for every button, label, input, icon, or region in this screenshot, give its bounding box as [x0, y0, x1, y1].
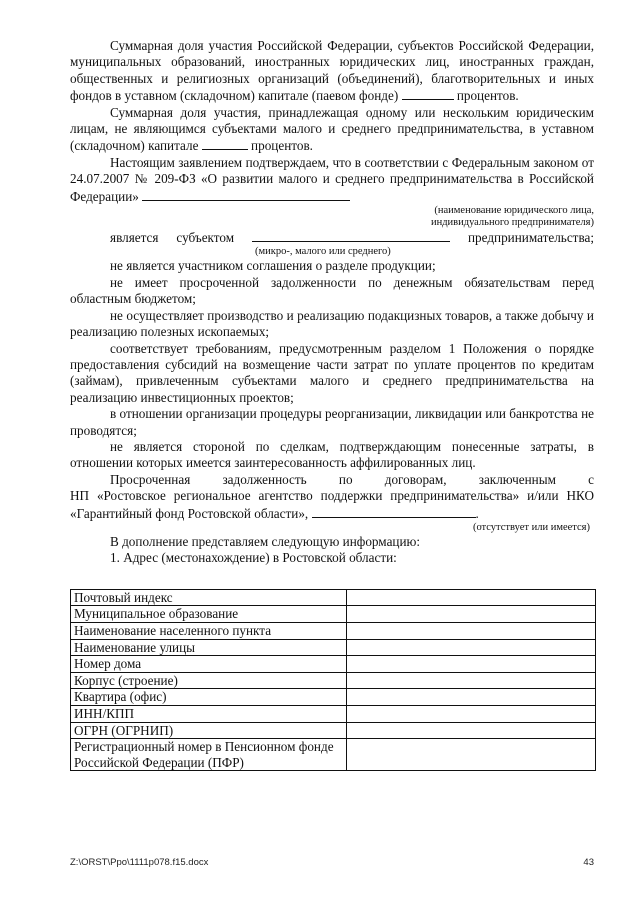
document-page	[70, 38, 594, 771]
table-cell-label: Муниципальное образование	[71, 606, 347, 623]
caption-entity-name-1: (наименование юридического лица,	[434, 205, 594, 217]
table-row	[71, 656, 596, 673]
caption-debt-status: (отсутствует или имеется)	[472, 521, 590, 533]
paragraph-text: Суммарная доля участия, принадлежащая одному или нескольким юридическим лицам, не являющимся субъектами малого и среднего предпринимательства, в уставном (складочном) капитале	[70, 104, 594, 154]
table-cell-label: Наименование улицы	[71, 639, 347, 656]
paragraph-share-legal-entities	[70, 105, 594, 155]
list-item: не является стороной по сделкам, подтверждающим понесенные затраты, в отношении которых имеется заинтересованность аффилированных лиц.	[70, 438, 594, 471]
blank-entity-name[interactable]	[142, 188, 350, 201]
address-heading: 1. Адрес (местонахождение) в Ростовской области:	[110, 550, 397, 566]
table-cell-label: Квартира (офис)	[71, 689, 347, 706]
table-cell-label: ОГРН (ОГРНИП)	[71, 722, 347, 739]
blank-percent-1[interactable]	[402, 87, 454, 100]
table-row	[71, 589, 596, 606]
paragraph-text: является субъектом	[110, 230, 235, 246]
table-cell-value[interactable]	[347, 739, 596, 771]
blank-percent-2[interactable]	[202, 137, 248, 150]
list-item: соответствует требованиям, предусмотренным разделом 1 Положения о порядке предоставления субсидий на возмещение части затрат по уплате процентов по кредитам (займам), привлеченным субъектами малого и среднего предпринимательства на реализацию инвестиционных проектов;	[70, 340, 594, 405]
table-cell-value[interactable]	[347, 705, 596, 722]
table-cell-label: Регистрационный номер в Пенсионном фонде Российской Федерации (ПФР)	[71, 739, 347, 771]
paragraph-subject-type	[70, 229, 594, 246]
paragraph-text: предпринимательства;	[467, 230, 595, 246]
blank-subject-type[interactable]	[252, 229, 450, 242]
paragraph-debt-line1: Просроченная задолженность по договорам, заключенным с	[110, 471, 594, 487]
paragraph-additional: В дополнение представляем следующую информацию:	[110, 533, 421, 549]
paragraph-confirmation	[70, 155, 594, 205]
table-cell-value[interactable]	[347, 622, 596, 639]
table-row	[71, 672, 596, 689]
paragraph-text: Настоящим заявлением подтверждаем, что в соответствии с Федеральным законом от 24.07.2007 № 209-ФЗ «О развитии малого и среднего предпринимательства в Российской Федерации»	[70, 154, 594, 204]
table-cell-value[interactable]	[347, 689, 596, 706]
table-cell-label: ИНН/КПП	[71, 705, 347, 722]
table-cell-value[interactable]	[347, 589, 596, 606]
paragraph-debt-rest	[70, 488, 594, 522]
list-item: не осуществляет производство и реализацию подакцизных товаров, а также добычу и реализацию полезных ископаемых;	[70, 307, 594, 340]
table-cell-value[interactable]	[347, 639, 596, 656]
table-row	[71, 739, 596, 771]
table-cell-label: Почтовый индекс	[71, 589, 347, 606]
table-row	[71, 689, 596, 706]
table-cell-value[interactable]	[347, 606, 596, 623]
table-row	[71, 705, 596, 722]
caption-entity-name-2: индивидуального предпринимателя)	[430, 217, 594, 229]
blank-debt-status[interactable]	[312, 505, 476, 518]
table-row	[71, 622, 596, 639]
table-cell-label: Наименование населенного пункта	[71, 622, 347, 639]
table-row	[71, 606, 596, 623]
table-cell-value[interactable]	[347, 722, 596, 739]
table-cell-value[interactable]	[347, 656, 596, 673]
table-row	[71, 639, 596, 656]
table-cell-label: Номер дома	[71, 656, 347, 673]
table-cell-value[interactable]	[347, 672, 596, 689]
page-footer	[70, 855, 594, 871]
paragraph-text: НП «Ростовское региональное агентство поддержки предпринимательства» и/или НКО «Гарантийный фонд Ростовской области»,	[70, 488, 594, 521]
footer-file-path: Z:\ORST\Ppo\1111p078.f15.docx	[70, 857, 209, 868]
table-cell-label: Корпус (строение)	[71, 672, 347, 689]
address-table	[70, 589, 596, 772]
paragraph-text: Суммарная доля участия Российской Федерации, субъектов Российской Федерации, муниципальных образований, иностранных юридических лиц, иностранных граждан, общественных и религиозных организаций (объединений), благотворительных и иных фондов в уставном (складочном) капитале (паевом фонде)	[70, 38, 594, 104]
page-number: 43	[583, 857, 594, 868]
paragraph-text: .	[475, 505, 479, 521]
list-item: не имеет просроченной задолженности по денежным обязательствам перед областным бюджетом;	[70, 274, 594, 307]
paragraph-share-state	[70, 38, 594, 105]
list-item: не является участником соглашения о разделе продукции;	[110, 258, 436, 274]
caption-subject-type: (микро-, малого или среднего)	[255, 246, 391, 258]
paragraph-text: процентов.	[251, 138, 313, 154]
table-row	[71, 722, 596, 739]
paragraph-text: процентов.	[456, 88, 519, 104]
list-item: в отношении организации процедуры реорганизации, ликвидации или банкротства не проводятся;	[70, 406, 594, 438]
